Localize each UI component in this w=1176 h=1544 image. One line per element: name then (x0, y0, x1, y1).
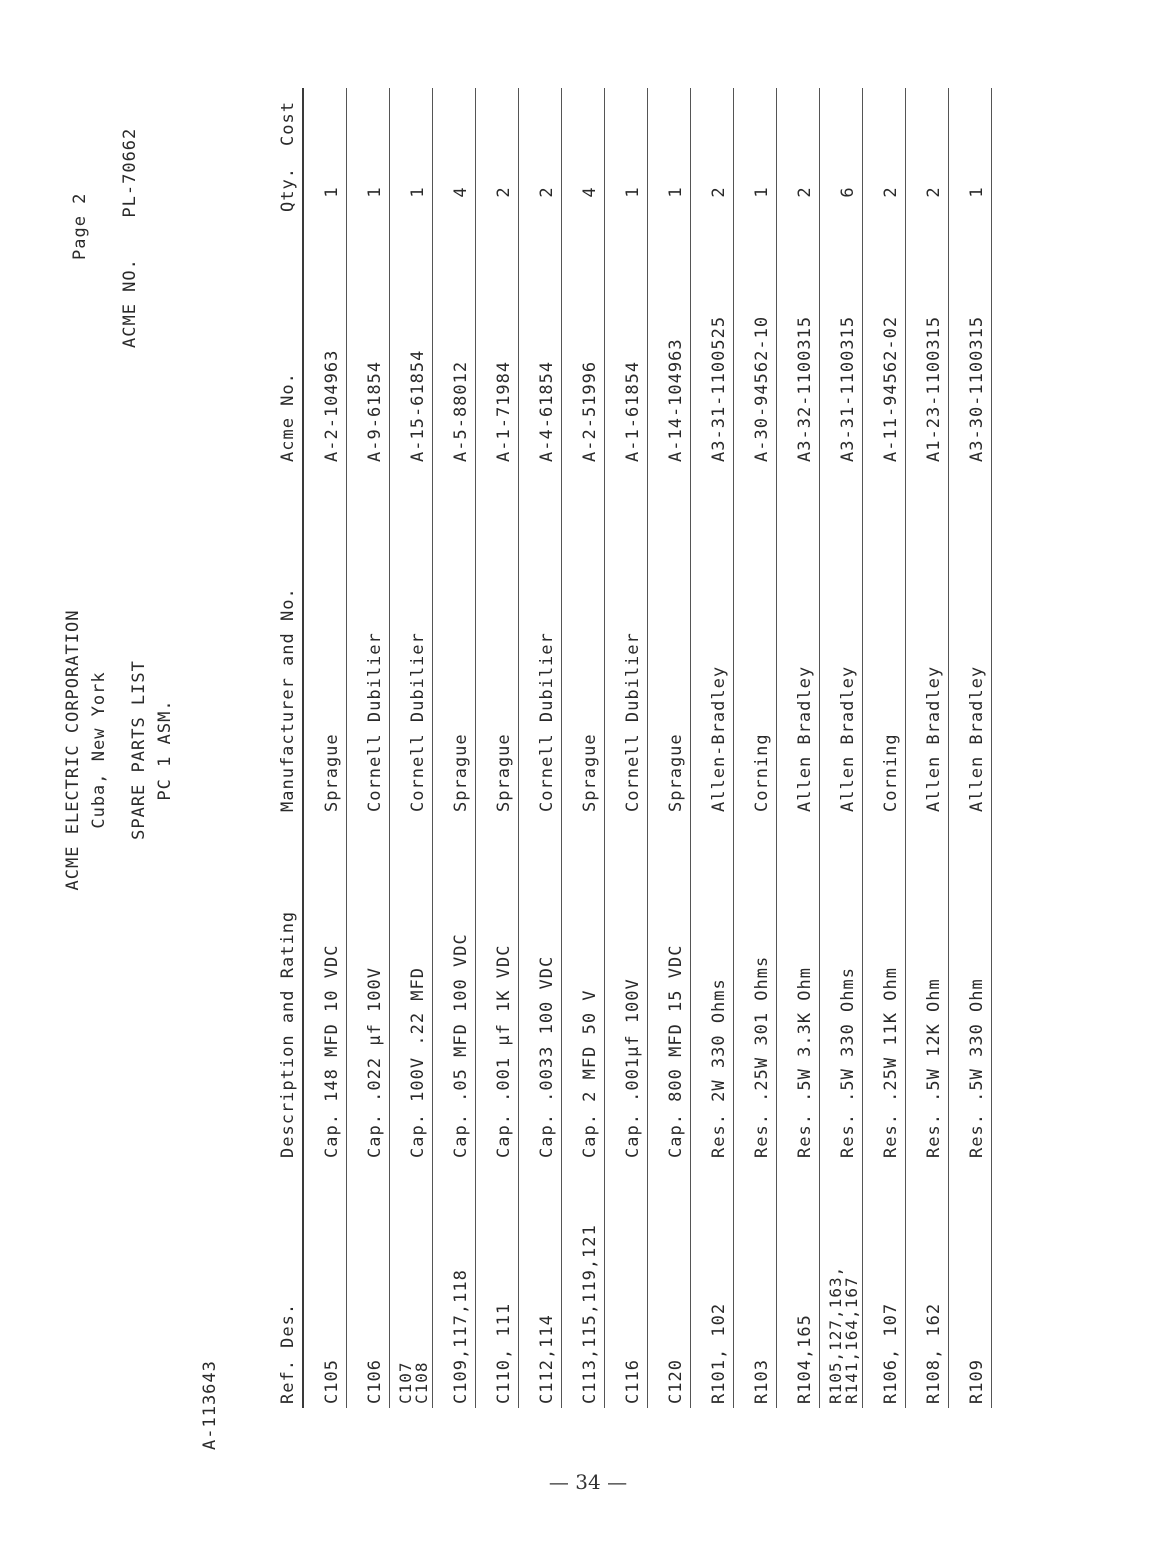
column-header-cost: Cost (278, 101, 298, 146)
qty-cell: 4 (580, 186, 600, 198)
manufacturer-cell: Sprague (494, 733, 514, 812)
company-location: Cuba, New York (89, 671, 109, 829)
acme-no-cell: A-14-104963 (666, 338, 686, 462)
parts-table (272, 88, 992, 1408)
column-header-acme-no: Acme No. (278, 372, 298, 462)
table-row (820, 88, 863, 1408)
acme-no-cell: A-5-88012 (451, 360, 471, 462)
manufacturer-cell: Sprague (580, 733, 600, 812)
table-row (519, 88, 562, 1408)
manufacturer-cell: Allen-Bradley (709, 665, 729, 812)
acme-no-cell: A-4-61854 (537, 360, 557, 462)
description-cell: Cap. .0033 100 VDC (537, 955, 557, 1158)
description-cell: Cap. 2 MFD 50 V (580, 989, 600, 1158)
manufacturer-cell: Allen Bradley (924, 665, 944, 812)
qty-cell: 1 (752, 186, 772, 198)
qty-cell: 2 (795, 186, 815, 198)
acme-no-label: ACME NO. (120, 258, 140, 348)
table-row (476, 88, 519, 1408)
table-row (949, 88, 992, 1408)
acme-no-cell: A-1-61854 (623, 360, 643, 462)
rotated-page-content (60, 60, 1120, 1460)
table-row (562, 88, 605, 1408)
table-row (648, 88, 691, 1408)
description-cell: Cap. .05 MFD 100 VDC (451, 933, 471, 1158)
description-cell: Cap. 800 MFD 15 VDC (666, 944, 686, 1158)
manufacturer-cell: Allen Bradley (838, 665, 858, 812)
manufacturer-cell: Cornell Dubilier (408, 632, 428, 812)
acme-no-cell: A-15-61854 (408, 349, 428, 462)
description-cell: Res. .5W 12K Ohm (924, 978, 944, 1158)
manufacturer-cell: Cornell Dubilier (365, 632, 385, 812)
column-header-qty: Qty. (278, 167, 298, 212)
qty-cell: 2 (881, 186, 901, 198)
ref-cell: C105 (322, 1359, 342, 1404)
acme-no-cell: A3-31-1100315 (838, 315, 858, 462)
table-row (304, 88, 347, 1408)
description-cell: Cap. 148 MFD 10 VDC (322, 944, 342, 1158)
table-row (347, 88, 390, 1408)
manufacturer-cell: Sprague (322, 733, 342, 812)
company-name: ACME ELECTRIC CORPORATION (63, 609, 83, 891)
qty-cell: 1 (408, 186, 428, 198)
acme-no-cell: A-30-94562-10 (752, 315, 772, 462)
ref-cell: C106 (365, 1359, 385, 1404)
table-row (390, 88, 433, 1408)
manufacturer-cell: Allen Bradley (967, 665, 987, 812)
manufacturer-cell: Cornell Dubilier (623, 632, 643, 812)
description-cell: Cap. .022 µf 100V (365, 967, 385, 1158)
qty-cell: 1 (666, 186, 686, 198)
description-cell: Cap. 100V .22 MFD (408, 967, 428, 1158)
table-row (605, 88, 648, 1408)
list-title-block (126, 500, 178, 1000)
column-header-manufacturer: Manufacturer and No. (278, 587, 298, 812)
description-cell: Cap. .001µf 100V (623, 978, 643, 1158)
table-row (906, 88, 949, 1408)
ref-cell: C109,117,118 (451, 1269, 471, 1404)
qty-cell: 2 (537, 186, 557, 198)
acme-no-cell: A-11-94562-02 (881, 315, 901, 462)
acme-no-cell: A3-32-1100315 (795, 315, 815, 462)
table-row (734, 88, 777, 1408)
description-cell: Res. .25W 301 Ohms (752, 955, 772, 1158)
acme-no-cell: A-2-104963 (322, 349, 342, 462)
ref-cell (828, 1266, 860, 1404)
company-header (60, 500, 112, 1000)
ref-cell: R104,165 (795, 1314, 815, 1404)
table-row (863, 88, 906, 1408)
acme-no-cell: A-1-71984 (494, 360, 514, 462)
ref-cell: C120 (666, 1359, 686, 1404)
acme-no-cell: A3-31-1100525 (709, 315, 729, 462)
acme-no-value: PL-70662 (120, 127, 140, 218)
ref-cell: R106, 107 (881, 1302, 901, 1404)
ref-line-2: C108 (412, 1361, 431, 1404)
qty-cell: 2 (709, 186, 729, 198)
manufacturer-cell: Cornell Dubilier (537, 632, 557, 812)
description-cell: Res. .5W 330 Ohm (967, 978, 987, 1158)
ref-cell: C113,115,119,121 (580, 1224, 600, 1404)
table-row (691, 88, 734, 1408)
qty-cell: 4 (451, 186, 471, 198)
manufacturer-cell: Sprague (451, 733, 471, 812)
page-label: Page 2 (70, 192, 90, 260)
description-cell: Res. 2W 330 Ohms (709, 978, 729, 1158)
page-number: — 34 — (548, 1470, 628, 1494)
acme-no-block (120, 128, 140, 348)
ref-cell: R108, 162 (924, 1302, 944, 1404)
table-row (777, 88, 820, 1408)
column-header-ref: Ref. Des. (278, 1302, 298, 1404)
qty-cell: 1 (322, 186, 342, 198)
acme-no-cell: A-9-61854 (365, 360, 385, 462)
ref-cell: R103 (752, 1359, 772, 1404)
assembly-label: PC 1 ASM. (155, 699, 175, 801)
description-cell: Res. .5W 330 Ohms (838, 967, 858, 1158)
description-cell: Res. .5W 3.3K Ohm (795, 967, 815, 1158)
column-header-description: Description and Rating (278, 910, 298, 1158)
ref-line-1: C107 (396, 1361, 415, 1404)
acme-no-cell: A1-23-1100315 (924, 315, 944, 462)
ref-cell: R109 (967, 1359, 987, 1404)
qty-cell: 2 (924, 186, 944, 198)
qty-cell: 2 (494, 186, 514, 198)
ref-cell: C110, 111 (494, 1302, 514, 1404)
manufacturer-cell: Corning (752, 733, 772, 812)
ref-cell: R101, 102 (709, 1302, 729, 1404)
acme-no-cell: A-2-51996 (580, 360, 600, 462)
description-cell: Res. .25W 11K Ohm (881, 967, 901, 1158)
ref-line-2: R141,164,167 (842, 1276, 861, 1404)
manufacturer-cell: Corning (881, 733, 901, 812)
ref-cell: C116 (623, 1359, 643, 1404)
list-title: SPARE PARTS LIST (129, 660, 149, 840)
manufacturer-cell: Allen Bradley (795, 665, 815, 812)
description-cell: Cap. .001 µf 1K VDC (494, 944, 514, 1158)
qty-cell: 1 (967, 186, 987, 198)
table-header-row (272, 88, 304, 1408)
qty-cell: 1 (365, 186, 385, 198)
ref-line-1: R105,127,163, (826, 1265, 845, 1404)
ref-cell: C112,114 (537, 1314, 557, 1404)
doc-number: A-113643 (200, 1360, 220, 1450)
qty-cell: 6 (838, 186, 858, 198)
qty-cell: 1 (623, 186, 643, 198)
acme-no-cell: A3-30-1100315 (967, 315, 987, 462)
ref-cell (398, 1361, 430, 1404)
manufacturer-cell: Sprague (666, 733, 686, 812)
table-row (433, 88, 476, 1408)
